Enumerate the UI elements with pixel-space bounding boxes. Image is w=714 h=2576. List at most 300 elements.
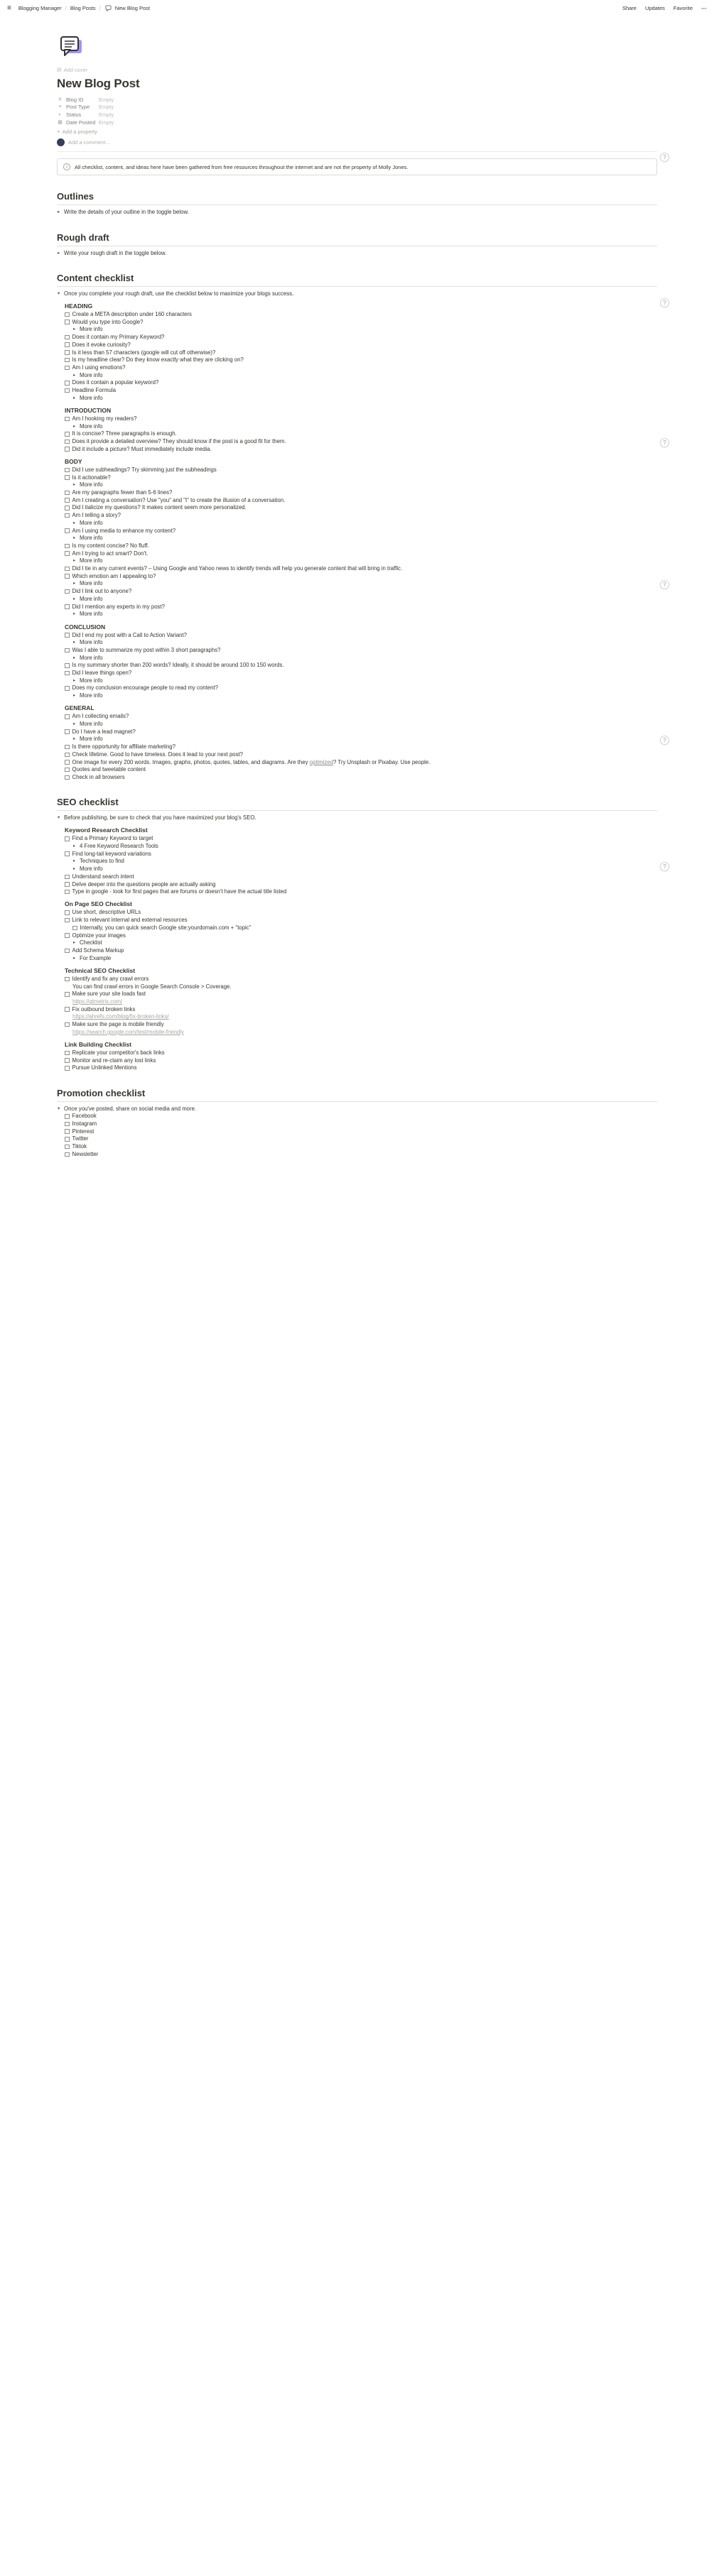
block-label: Identify and fix any crawl errors [72,975,149,982]
todo-item[interactable] [65,632,657,639]
toggle-item[interactable] [57,209,657,216]
checkbox-icon[interactable] [65,977,70,982]
property-value[interactable]: Empty [99,96,114,103]
checkbox-icon[interactable] [65,1022,70,1027]
block-label: Is it actionable? [72,474,111,481]
todo-item[interactable] [65,976,657,983]
checkbox-icon[interactable] [65,491,70,496]
url-link[interactable]: https://gtmetrix.com/ [72,998,123,1005]
toggle-item[interactable] [72,580,657,587]
checkbox-icon[interactable] [65,528,70,533]
toggle-closed-icon[interactable]: ▸ [73,395,76,400]
url-link[interactable]: https://search.google.com/test/mobile-friendly [72,1028,184,1035]
subsection-heading: Keyword Research Checklist [65,826,148,834]
todo-item[interactable] [65,364,657,371]
toggle-open-icon[interactable]: ▾ [58,815,60,821]
todo-item[interactable] [65,1049,657,1057]
checkbox-icon[interactable] [65,498,70,503]
toggle-closed-icon[interactable]: ▸ [73,581,76,586]
block-label: Replicate your competitor's back links [72,1049,165,1057]
checkbox-icon[interactable] [65,768,70,773]
subsection-heading: Technical SEO Checklist [65,966,136,974]
property-name: Status [66,111,82,118]
block-label: Techniques to find [80,858,124,865]
checkbox-icon[interactable] [65,1129,70,1134]
toggle-open-icon[interactable]: ▾ [58,1106,60,1111]
todo-item[interactable] [65,1057,657,1064]
toggle-closed-icon[interactable]: ▸ [73,596,76,601]
toggle-closed-icon[interactable]: ▸ [73,535,76,541]
todo-item[interactable] [65,497,657,504]
toggle-closed-icon[interactable]: ▸ [73,677,76,683]
checkbox-icon[interactable] [65,1122,70,1127]
subsection-heading: CONCLUSION [65,623,106,631]
checkbox-icon[interactable] [65,875,70,880]
todo-item[interactable] [65,334,657,341]
todo-item[interactable] [65,415,657,422]
breadcrumb [7,5,150,12]
subsection-heading: GENERAL [65,704,94,712]
checkbox-icon[interactable] [65,836,70,841]
block-label: Tiktok [72,1143,87,1150]
block-label: Optimize your images [72,932,126,939]
block-label: Am I telling a story? [72,512,121,519]
toggle-closed-icon[interactable]: ▸ [73,327,76,332]
todo-item[interactable] [65,604,657,611]
toggle-closed-icon[interactable]: ▸ [73,558,76,564]
block-label: Am I collecting emails? [72,713,129,720]
checkbox-icon[interactable] [65,1066,70,1071]
property-name: Blog ID [66,96,84,103]
todo-item[interactable] [65,504,657,511]
property-row-date-posted[interactable] [57,119,657,126]
todo-item[interactable] [65,932,657,939]
block-label: Type in google - look for first pages that are forums or doesn't have the actual title listed [72,888,287,895]
toggle-item[interactable] [72,955,657,962]
breadcrumb-item-workspace[interactable]: Blogging Manager [18,5,62,11]
add-property-button[interactable] [57,128,657,135]
checkbox-icon[interactable] [65,432,70,437]
checkbox-icon[interactable] [65,753,70,758]
block-label: Checklist [80,939,102,946]
toggle-item[interactable] [72,939,657,946]
todo-item[interactable] [65,728,657,736]
block-label: More info [80,677,103,684]
todo-item[interactable] [65,881,657,888]
breadcrumb-item-current[interactable]: New Blog Post [114,5,150,11]
link-item[interactable] [72,1013,657,1020]
toggle-item[interactable] [72,866,657,873]
todo-item[interactable] [65,990,657,998]
checkbox-icon[interactable] [65,551,70,556]
block-label: Understand search intent [72,873,134,880]
block-label: Find a Primary Keyword to target [72,835,153,842]
checkbox-icon[interactable] [65,671,70,676]
toggle-item[interactable] [72,326,657,333]
checkbox-icon[interactable] [65,574,70,579]
subsection-heading: HEADING [65,302,93,310]
checkbox-icon[interactable] [65,1152,70,1157]
toggle-closed-icon[interactable]: ▸ [73,482,76,488]
property-row-blog-id[interactable] [57,96,657,104]
todo-item[interactable] [65,446,657,453]
toggle-item[interactable] [72,858,657,865]
todo-item[interactable] [65,542,657,550]
todo-item[interactable] [65,349,657,356]
toggle-closed-icon[interactable]: ▸ [73,655,76,660]
checkbox-icon[interactable] [65,729,70,734]
add-cover-button[interactable] [57,67,87,73]
checkbox-icon[interactable] [65,1058,70,1063]
date-property-icon: ▦ [58,120,63,126]
todo-item[interactable] [65,851,657,858]
block-label: More info [80,557,103,564]
block-label: Add Schema Markup [72,947,124,954]
share-button[interactable]: Share [622,5,637,11]
checkbox-icon[interactable] [65,342,70,347]
checkbox-icon[interactable] [65,760,70,765]
checkbox-icon[interactable] [65,312,70,317]
inline-link[interactable]: optimized [309,758,334,765]
page-icon-small [105,5,112,11]
todo-item[interactable] [65,588,657,595]
todo-item[interactable] [65,565,657,572]
help-bubble[interactable]: ? [660,153,669,162]
sidebar-menu-icon[interactable]: ≡ [7,4,11,12]
checkbox-icon[interactable] [65,335,70,340]
todo-item[interactable] [65,342,657,349]
checkbox-icon[interactable] [65,350,70,355]
breadcrumb-item-blog-posts[interactable]: Blog Posts [70,5,96,11]
todo-item[interactable] [65,1120,657,1128]
checkbox-icon[interactable] [65,882,70,887]
block-label: More info [80,519,103,526]
toggle-item[interactable] [72,611,657,618]
help-bubble[interactable]: ? [660,736,669,745]
section-heading: SEO checklist [57,797,657,811]
checkbox-icon[interactable] [65,388,70,393]
label-segment: One image for every 200 words. Images, graphs, photos, quotes, tables, and diagrams. Are they [72,758,310,765]
block-label: Which emotion am I appealing to? [72,572,156,579]
todo-item[interactable] [65,438,657,445]
todo-item[interactable] [65,759,657,766]
block-label: Fix outbound broken links [72,1005,136,1013]
todo-item[interactable] [65,466,657,474]
toggle-closed-icon[interactable]: ▸ [73,955,76,961]
block-label: Make sure your site loads fast [72,990,146,998]
comment-row[interactable] [57,138,657,152]
text-block [72,983,657,990]
page-title[interactable]: New Blog Post [57,77,140,90]
block-label: More info [80,721,103,728]
todo-item[interactable] [65,430,657,437]
block-label: Did I tie in any current events? – Using Google and Yahoo news to identify trends will help you generate content that will bring in traffic. [72,565,403,572]
info-icon: i [63,163,70,170]
property-name: Date Posted [66,119,96,126]
status-property-icon: ◐ [58,111,62,117]
checkbox-icon[interactable] [65,1137,70,1142]
checkbox-icon[interactable] [65,851,70,856]
checkbox-icon[interactable] [65,648,70,653]
todo-item[interactable] [65,713,657,720]
block-label: Newsletter [72,1150,99,1157]
checkbox-icon[interactable] [65,663,70,668]
block-label: Am I trying to act smart? Don't. [72,550,148,557]
checkbox-icon[interactable] [65,714,70,719]
toggle-item[interactable] [57,814,657,822]
todo-item[interactable] [65,311,657,318]
block-label: Am I using emotions? [72,364,126,371]
toggle-closed-icon[interactable]: ▸ [73,423,76,429]
checkbox-icon[interactable] [65,417,70,422]
property-row-status[interactable] [57,111,657,119]
block-label: More info [80,866,103,873]
checkbox-icon[interactable] [65,544,70,549]
comment-input[interactable]: Add a comment… [68,139,112,146]
todo-item[interactable] [65,489,657,496]
toggle-open-icon[interactable]: ▾ [58,290,60,296]
checkbox-icon[interactable] [65,320,70,324]
toggle-item[interactable] [72,481,657,489]
todo-item[interactable] [65,909,657,916]
block-label: 4 Free Keyword Research Tools [80,843,158,850]
block-label: Check lifetime. Good to have timeless. Does it lead to your next post? [72,751,244,758]
checkbox-icon[interactable] [65,567,70,572]
checkbox-icon[interactable] [65,1051,70,1056]
toggle-closed-icon[interactable]: ▸ [73,640,76,645]
toggle-closed-icon[interactable]: ▸ [73,736,76,742]
toggle-item[interactable] [72,721,657,728]
checkbox-icon[interactable] [65,686,70,691]
todo-item[interactable] [65,1143,657,1150]
topbar [0,0,714,16]
toggle-item[interactable] [72,596,657,603]
subsection-heading: INTRODUCTION [65,406,112,414]
checkbox-icon[interactable] [65,381,70,386]
todo-item[interactable] [65,1151,657,1158]
block-label: Monitor and re-claim any lost links [72,1057,156,1064]
help-bubble[interactable]: ? [660,862,669,871]
toggle-closed-icon[interactable]: ▸ [73,866,76,872]
toggle-item[interactable] [72,655,657,662]
todo-item[interactable] [65,550,657,557]
toggle-closed-icon[interactable]: ▸ [73,858,76,864]
block-label: More info [80,371,103,378]
todo-item[interactable] [65,873,657,880]
number-property-icon: # [58,97,62,102]
block-label: Did I link out to anyone? [72,588,132,595]
todo-item[interactable] [65,1064,657,1071]
help-bubble[interactable]: ? [660,298,669,307]
checkbox-icon[interactable] [65,1007,70,1012]
checkbox-icon[interactable] [65,447,70,452]
todo-item[interactable] [65,512,657,519]
todo-item[interactable] [65,751,657,758]
toggle-closed-icon[interactable]: ▸ [58,209,60,215]
block-label: Headline Formula [72,387,117,394]
toggle-item[interactable] [72,692,657,699]
label-segment: ? Try Unsplash or Pixabay. Use people. [333,758,431,765]
toggle-closed-icon[interactable]: ▸ [73,372,76,378]
block-label: Was I able to summarize my post within 3 short paragraphs? [72,646,221,653]
callout-text: All checklist, content, and ideas here have been gathered from free resources throughout the internet and are not the property of Molly Jones. [75,163,409,170]
toggle-item[interactable] [57,250,657,257]
todo-item[interactable] [65,647,657,654]
todo-item[interactable] [65,1006,657,1013]
section-heading: Rough draft [57,232,657,246]
block-label: Did I italicize my questions? It makes content seem more personalized. [72,504,247,511]
page-icon[interactable] [57,33,85,62]
image-icon: ▤ [57,67,62,72]
checkbox-icon[interactable] [65,468,70,473]
block-label: Use short, descriptive URLs [72,909,141,916]
toggle-item[interactable] [72,395,657,402]
checkbox-icon[interactable] [65,589,70,594]
property-value[interactable]: Empty [99,119,114,126]
toggle-item[interactable] [72,677,657,684]
block-label: Write the details of your outline in the toggle below. [64,209,189,216]
toggle-item[interactable] [57,1106,657,1113]
todo-item[interactable] [65,743,657,751]
checkbox-icon[interactable] [65,992,70,997]
todo-item[interactable] [65,662,657,669]
link-item[interactable] [72,998,657,1005]
block-label: More info [80,611,103,618]
checkbox-icon[interactable] [65,918,70,923]
toggle-item[interactable] [72,557,657,564]
block-label: Is it less than 57 characters (google will cut off otherwise)? [72,349,216,356]
checkbox-icon[interactable] [65,604,70,609]
todo-item[interactable] [65,947,657,954]
checkbox-icon[interactable] [72,926,77,931]
page-body [57,33,657,1158]
block-label: Delve deeper into the questions people are actually asking [72,880,216,888]
todo-item[interactable] [65,774,657,781]
todo-item[interactable] [65,1021,657,1028]
block-label: Does it provide a detailed overview? They should know if the post is a good fit for them. [72,438,286,445]
checkbox-icon[interactable] [65,633,70,638]
block-label: It is concise? Three paragraphs is enough. [72,430,177,437]
checkbox-icon[interactable] [65,933,70,938]
todo-item[interactable] [65,684,657,692]
block-label: Once you complete your rough draft, use the checklist below to maximize your blogs success. [64,290,294,297]
toggle-item[interactable] [72,843,657,850]
toggle-item[interactable] [72,535,657,542]
checkbox-icon[interactable] [65,890,70,895]
block-label: More info [80,736,103,743]
block-label: Does it contain my Primary Keyword? [72,334,165,341]
section-heading: Outlines [57,191,657,205]
toggle-item[interactable] [57,290,657,298]
toggle-closed-icon[interactable]: ▸ [73,721,76,727]
block-label [72,759,658,766]
section-heading: Content checklist [57,273,657,287]
toggle-item[interactable] [72,736,657,743]
toggle-item[interactable] [72,372,657,379]
toggle-item[interactable] [72,423,657,430]
checkbox-icon[interactable] [65,1114,70,1119]
avatar [57,138,65,146]
checkbox-icon[interactable] [65,366,70,371]
updates-button[interactable]: Updates [644,5,665,11]
toggle-closed-icon[interactable]: ▸ [73,693,76,699]
checkbox-icon[interactable] [65,1145,70,1150]
block-label: Am I hooking my readers? [72,415,137,422]
toggle-closed-icon[interactable]: ▸ [73,520,76,525]
toggle-closed-icon[interactable]: ▸ [73,844,76,849]
block-label: Create a META description under 160 characters [72,310,192,317]
block-label: More info [80,595,103,602]
todo-item[interactable] [65,1135,657,1142]
todo-item[interactable] [65,835,657,842]
toggle-item[interactable] [72,520,657,527]
checkbox-icon[interactable] [65,440,70,444]
block-label: Pinterest [72,1128,94,1135]
todo-item[interactable] [72,924,657,932]
checkbox-icon[interactable] [65,949,70,954]
toggle-item[interactable] [72,639,657,646]
toggle-closed-icon[interactable]: ▸ [73,611,76,617]
checkbox-icon[interactable] [65,513,70,518]
property-value[interactable]: Empty [99,104,114,111]
todo-item[interactable] [65,670,657,677]
checkbox-icon[interactable] [65,475,70,480]
todo-item[interactable] [65,319,657,326]
todo-item[interactable] [65,766,657,773]
checkbox-icon[interactable] [65,775,70,780]
block-label: You can find crawl errors in Google Search Console > Coverage. [72,983,232,990]
block-label: More info [80,394,103,401]
checkbox-icon[interactable] [65,745,70,750]
property-value[interactable]: Empty [99,111,114,118]
more-menu-button[interactable]: ⋯ [701,5,707,11]
breadcrumb-separator: / [99,5,101,11]
todo-item[interactable] [65,1113,657,1120]
property-row-post-type[interactable] [57,104,657,111]
block-label: More info [80,326,103,333]
help-bubble[interactable]: ? [660,438,669,447]
favorite-button[interactable]: Favorite [673,5,693,11]
todo-item[interactable] [65,356,657,364]
url-link[interactable]: https://ahrefs.com/blog/fix-broken-links/ [72,1013,169,1020]
todo-item[interactable] [65,573,657,580]
block-label: Facebook [72,1113,97,1120]
blocks-container [57,191,657,1158]
todo-item[interactable] [65,917,657,924]
todo-item[interactable] [65,379,657,386]
toggle-closed-icon[interactable]: ▸ [73,940,76,946]
todo-item[interactable] [65,387,657,394]
block-label: Twitter [72,1135,89,1142]
todo-item[interactable] [65,888,657,895]
block-label: Before publishing, be sure to check that you have maximized your blog's SEO. [64,814,256,822]
checkbox-icon[interactable] [65,358,70,363]
todo-item[interactable] [65,1128,657,1135]
checkbox-icon[interactable] [65,506,70,511]
toggle-closed-icon[interactable]: ▸ [58,250,60,256]
block-label: Quotes and tweetable content [72,766,146,773]
subsection-heading: BODY [65,457,82,465]
add-cover-label: Add cover [63,66,88,73]
block-label: Did I leave things open? [72,670,132,677]
link-item[interactable] [72,1029,657,1036]
callout [57,158,657,175]
todo-item[interactable] [65,528,657,535]
checkbox-icon[interactable] [65,910,70,915]
help-bubble[interactable]: ? [660,580,669,589]
block-label: Does it evoke curiosity? [72,341,131,348]
todo-item[interactable] [65,474,657,481]
